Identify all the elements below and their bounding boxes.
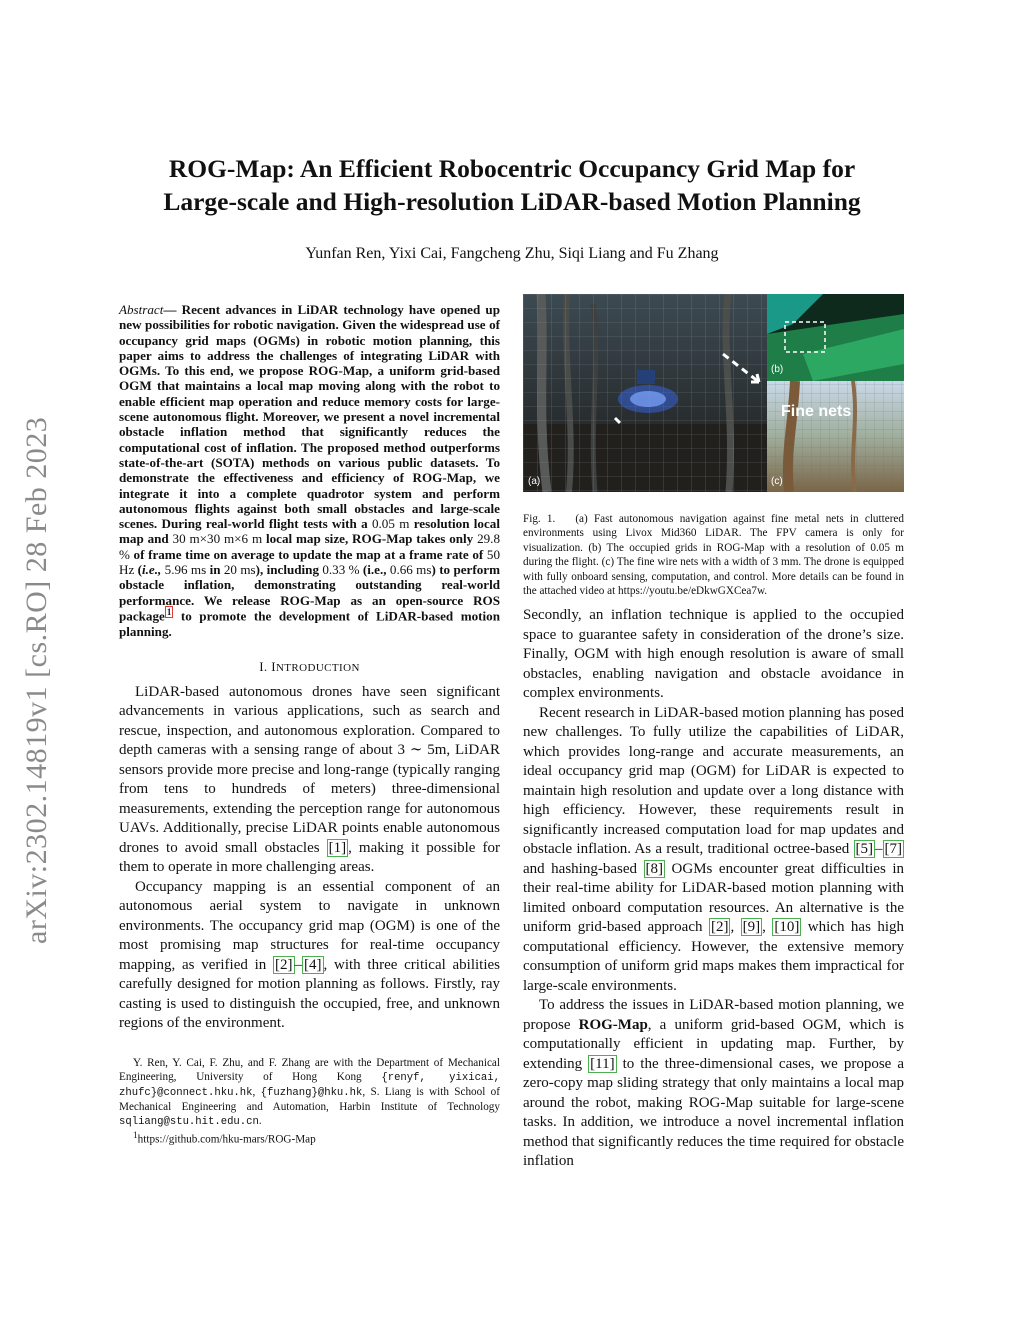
affiliation-note: Y. Ren, Y. Cai, F. Zhu, and F. Zhang are with the Department of Mechanical Engineering, University of Hong Kong {renyf, yixicai, zhufc}@connect.hku.hk, {fuzhang}@hku.hk, S. Liang is with School of Mechanical Engineering and Automation, Harbin Institute of Technology sqliang@stu.hit.edu.cn. xyxy=(119,1056,501,1128)
intro-paragraph-2: Occupancy mapping is an essential component of an autonomous aerial system to navigate in unknown environments. The occupancy grid map (OGM) is one of the most promising map structures for real-time occupancy mapping, as verified in [2] – [4] , with three critical abilities carefully designed for motion planning as follows. Firstly, ray casting is used to distinguish the occupied, free, and unknown regions of the environment. xyxy=(119,878,501,1032)
intro-body xyxy=(119,683,500,1034)
citation-link[interactable]: [7] xyxy=(884,841,902,858)
figure-1 xyxy=(523,294,904,492)
figure-caption: Fig. 1. (a) Fast autonomous navigation against fine metal nets in cluttered environments using Livox Mid360 LiDAR. The FPV camera is only for visualization. (b) The occupied grids in ROG-Map with a resolution of 0.05 m during the flight. (c) The fine wire nets with a width of 3 mm. The drone is equipped with fully onboard sensing, computation, and control. More details can be found in the attached video at https://youtu.be/eDkwGXCea7w. xyxy=(523,513,904,598)
citation-link[interactable]: [1] xyxy=(328,839,347,856)
right-paragraph-3: To address the issues in LiDAR-based motion planning, we propose ROG-Map, a uniform grid-based OGM, which is computationally efficient in updating map. Further, by extending [11] to the three-dimensional cases, we propose a zero-copy map sliding strategy that only maintains a local map around the robot, making ROG-Map suitable for large-scene tasks. In addition, we introduce a novel incremental inflation method that significantly reduces the time required for obstacle inflation xyxy=(523,997,905,1170)
figure-label: Fig. 1. xyxy=(523,513,556,525)
author-list: Yunfan Ren, Yixi Cai, Fangcheng Zhu, Siqi Liang and Fu Zhang xyxy=(305,245,719,262)
title-line-1: ROG-Map: An Efficient Robocentric Occupancy Grid Map for xyxy=(168,154,856,183)
footnotes xyxy=(119,1056,500,1147)
citation-link[interactable]: [4] xyxy=(304,956,322,973)
panel-b-label: (b) xyxy=(771,364,784,375)
right-paragraph-2: Recent research in LiDAR-based motion planning has posed new challenges. To fully utilize the capabilities of LiDAR, which provides long-range and accurate measurements, an ideal occupancy grid map (OGM) for LiDAR is expected to maintain high resolution and update over a long distance with high efficiency. However, these requirements result in significantly increased computation load for map updates and obstacle inflation. As a result, traditional octree-based [5] – [7] and hashing-based [8] OGMs encounter great difficulties in their real-time ability for LiDAR-based motion planning with limited onboard computation resources. An alternative is the uniform grid-based approach [2] , [9] , [10] which has high computational efficiency. However, the extensive memory consumption of uniform grid maps makes them impractical for large-scale environments. xyxy=(523,704,905,994)
url-footnote: $^1$https://github.com/hku-mars/ROG-Map xyxy=(133,1130,316,1146)
citation-link[interactable]: [2] xyxy=(710,919,729,936)
panel-a xyxy=(523,294,767,492)
github-link[interactable]: https://github.com/hku-mars/ROG-Map xyxy=(137,1133,316,1146)
panel-b xyxy=(767,294,904,381)
citation-link[interactable]: [11] xyxy=(590,1055,615,1072)
left-column xyxy=(119,302,500,1147)
citation-link[interactable]: [8] xyxy=(645,860,664,877)
citation-link[interactable]: [10] xyxy=(774,919,800,936)
abstract-label: Abstract xyxy=(119,302,164,317)
right-column xyxy=(523,294,904,1172)
arxiv-id: arXiv:2302.14819v1 [cs.RO] 28 Feb 2023 xyxy=(20,416,53,944)
fine-nets-overlay: Fine nets xyxy=(781,403,852,420)
panel-a-label: (a) xyxy=(528,476,541,487)
panel-c-label: (c) xyxy=(771,476,783,487)
citation-link[interactable]: [9] xyxy=(742,919,761,936)
panel-c xyxy=(767,381,904,492)
arxiv-watermark xyxy=(14,350,64,950)
right-body xyxy=(523,606,904,1172)
citation-link[interactable]: [2] xyxy=(275,956,293,973)
right-paragraph-1: Secondly, an inflation technique is applied to the occupied space to guarantee safety in consideration of the drone’s size. Finally, OGM with high enough resolution is aware of small obstacles, enabling navigation and obstacle avoidance in complex environments. xyxy=(523,607,904,702)
abstract: Abstract— Recent advances in LiDAR technology have opened up new possibilities for robotic navigation. Given the widespread use of occupancy grid maps (OGMs) in robotic motion planning, this paper aims to address the challenges of integrating LiDAR with OGMs. To this end, we propose ROG-Map, a uniform grid-based OGM that maintains a local map moving along with the robot to enable efficient map operation and reduce memory costs for large-scene autonomous flight. Moreover, we present a novel incremental obstacle inflation method that significantly reduces the computational cost of inflation. The proposed method outperforms state-of-the-art (SOTA) methods on various public datasets. To demonstrate the effectiveness and efficiency of ROG-Map, we integrate it into a complete quadrotor system and perform autonomous flights against both small obstacles and large-scale scenes. During real-world flight tests with a 0.05 m resolution local map and 30 m×30 m×6 m local map size, ROG-Map takes only 29.8 % of frame time on average to update the map at a frame rate of 50 Hz (i.e., 5.96 ms in 20 ms), including 0.33 % (i.e., 0.66 ms) to perform obstacle inflation, demonstrating outstanding real-world performance. We release ROG-Map as an open-source ROS package $^1$ to promote the development of LiDAR-based motion planning. xyxy=(119,302,500,639)
citation-link[interactable]: [5] xyxy=(855,841,873,858)
section-heading-introduction: I. INTRODUCTION xyxy=(259,658,360,674)
figure-1-image xyxy=(523,294,904,492)
rog-map-name: ROG-Map xyxy=(578,1016,648,1033)
footnote-link[interactable]: 1 xyxy=(166,606,172,617)
title-line-2: Large-scale and High-resolution LiDAR-based Motion Planning xyxy=(163,187,861,216)
intro-paragraph-1: LiDAR-based autonomous drones have seen significant advancements in various applications, such as search and rescue, inspection, and autonomous exploration. Compared to depth cameras with a sensing range of about 3 ∼ 5m, LiDAR sensors provide more precise and long-range (typically ranging from tens to hundreds of meters) three-dimensional measurements, extending the perception range for autonomous UAVs. Additionally, precise LiDAR points enable autonomous drones to avoid small obstacles [1] , making it possible for them to operate in more challenging areas. xyxy=(119,683,500,876)
paper-title xyxy=(110,152,914,218)
drone-icon xyxy=(637,370,655,384)
